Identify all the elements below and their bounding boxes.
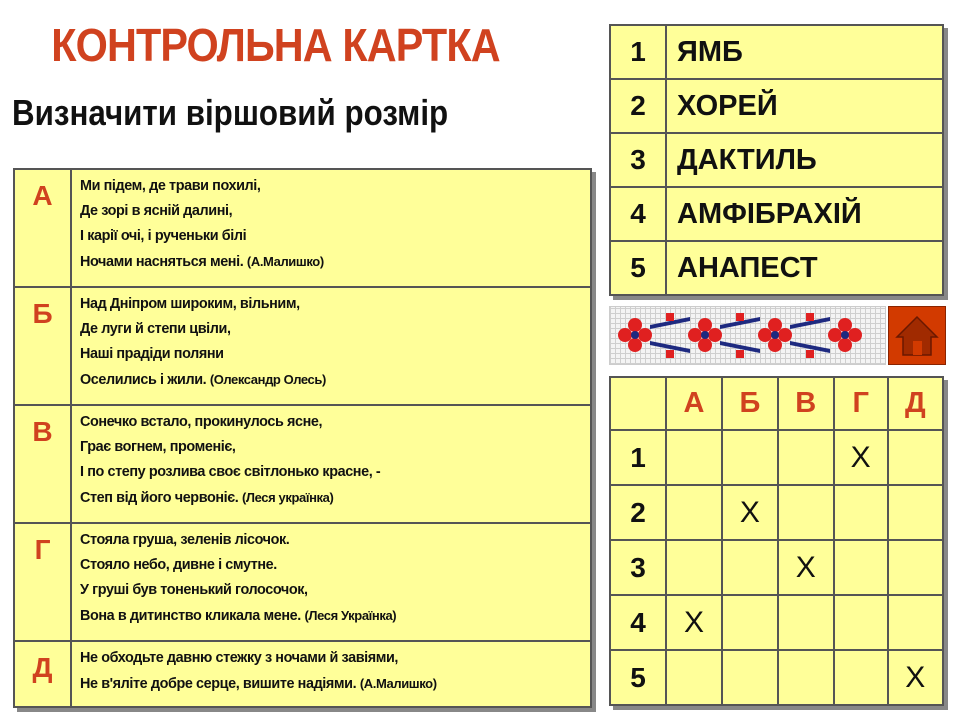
meter-name: АНАПЕСТ	[666, 241, 943, 295]
poem-author: (А.Малишко)	[246, 254, 324, 269]
grid-corner-cell	[610, 377, 666, 430]
grid-cell[interactable]	[722, 595, 778, 650]
grid-cell[interactable]: X	[666, 595, 722, 650]
poem-line: Сонечко встало, прокинулось ясне,	[80, 414, 323, 430]
meter-name: ЯМБ	[666, 25, 943, 79]
poem-text	[71, 405, 591, 523]
poem-letter: Д	[14, 641, 71, 707]
page-title: КОНТРОЛЬНА КАРТКА	[51, 19, 500, 71]
poem-line: Грає вогнем, променіє,	[80, 439, 236, 455]
grid-cell[interactable]	[666, 485, 722, 540]
poem-line: Над Дніпром широким, вільним,	[80, 296, 300, 312]
poem-row	[14, 169, 591, 287]
poem-author: (Олександр Олесь)	[209, 372, 326, 387]
poem-line-text: Степ від його червоніє.	[80, 490, 239, 506]
grid-row-number: 4	[610, 595, 666, 650]
grid-cell[interactable]	[834, 595, 888, 650]
grid-column-header: Д	[888, 377, 943, 430]
grid-cell[interactable]	[834, 540, 888, 595]
grid-cell[interactable]: X	[722, 485, 778, 540]
meter-name: АМФІБРАХІЙ	[666, 187, 943, 241]
poem-line-text: Оселились і жили.	[80, 372, 207, 388]
home-button[interactable]	[888, 306, 946, 365]
grid-row-number: 3	[610, 540, 666, 595]
poem-letter: В	[14, 405, 71, 523]
grid-row-number: 1	[610, 430, 666, 485]
poem-line: Наші прадіди поляни	[80, 346, 224, 362]
poem-line-text: Не в'яліте добре серце, вишите надіями.	[80, 676, 357, 692]
grid-cell[interactable]	[722, 650, 778, 705]
grid-cell[interactable]	[722, 540, 778, 595]
grid-cell[interactable]	[778, 650, 834, 705]
poem-row	[14, 523, 591, 641]
poem-text	[71, 641, 591, 707]
grid-cell[interactable]	[778, 595, 834, 650]
grid-row-number: 2	[610, 485, 666, 540]
answer-grid	[609, 376, 944, 706]
grid-column-header: В	[778, 377, 834, 430]
grid-cell[interactable]	[888, 485, 943, 540]
grid-cell[interactable]: X	[834, 430, 888, 485]
meter-row	[610, 187, 943, 241]
grid-column-header: Б	[722, 377, 778, 430]
meter-name: ДАКТИЛЬ	[666, 133, 943, 187]
poem-author: (А.Малишко)	[359, 676, 437, 691]
poem-author: (Леся українка)	[241, 490, 334, 505]
grid-cell[interactable]	[722, 430, 778, 485]
grid-row	[610, 430, 943, 485]
embroidery-ornament	[609, 306, 886, 365]
meter-number: 5	[610, 241, 666, 295]
poem-line: Де зорі в ясній далині,	[80, 203, 233, 219]
poem-row	[14, 287, 591, 405]
meter-name: ХОРЕЙ	[666, 79, 943, 133]
poem-line: І по степу розлива своє світлонько красне, -	[80, 464, 381, 480]
poem-line	[80, 367, 582, 392]
poem-letter: Б	[14, 287, 71, 405]
meter-row	[610, 79, 943, 133]
poem-line: Стояла груша, зеленів лісочок.	[80, 532, 290, 548]
ornament-icon	[610, 307, 885, 364]
poem-line	[80, 485, 582, 510]
grid-cell[interactable]	[666, 540, 722, 595]
page-subtitle: Визначити віршовий розмір	[12, 92, 449, 133]
poem-letter: А	[14, 169, 71, 287]
grid-row	[610, 485, 943, 540]
poem-row	[14, 641, 591, 707]
poems-table	[13, 168, 592, 708]
grid-cell[interactable]	[834, 485, 888, 540]
poem-line: Стояло небо, дивне і смутне.	[80, 557, 277, 573]
meter-number: 2	[610, 79, 666, 133]
poem-row	[14, 405, 591, 523]
poem-line-text: Ночами насняться мені.	[80, 254, 244, 270]
meter-number: 3	[610, 133, 666, 187]
grid-cell[interactable]	[666, 430, 722, 485]
meter-row	[610, 25, 943, 79]
grid-cell[interactable]: X	[778, 540, 834, 595]
poem-line: І карії очі, і рученьки білі	[80, 228, 247, 244]
grid-cell[interactable]: X	[888, 650, 943, 705]
grid-header-row	[610, 377, 943, 430]
meter-number: 4	[610, 187, 666, 241]
poem-line: Не обходьте давню стежку з ночами й завіями,	[80, 650, 399, 666]
meter-row	[610, 133, 943, 187]
grid-cell[interactable]	[834, 650, 888, 705]
grid-column-header: А	[666, 377, 722, 430]
poem-line	[80, 671, 582, 696]
poem-line: Де луги й степи цвіли,	[80, 321, 231, 337]
meter-row	[610, 241, 943, 295]
grid-row	[610, 595, 943, 650]
grid-cell[interactable]	[888, 430, 943, 485]
grid-cell[interactable]	[888, 595, 943, 650]
poem-text	[71, 169, 591, 287]
grid-column-header: Г	[834, 377, 888, 430]
poem-text	[71, 523, 591, 641]
poem-letter: Г	[14, 523, 71, 641]
poem-line: Ми підем, де трави похилі,	[80, 178, 261, 194]
poem-author: (Леся Українка)	[304, 608, 397, 623]
poem-line	[80, 249, 582, 274]
poem-line: У груші був тоненький голосочок,	[80, 582, 308, 598]
grid-row	[610, 650, 943, 705]
grid-cell[interactable]	[888, 540, 943, 595]
meter-number: 1	[610, 25, 666, 79]
grid-cell[interactable]	[666, 650, 722, 705]
meters-table	[609, 24, 944, 296]
home-icon	[889, 307, 945, 364]
poem-line	[80, 603, 582, 628]
grid-cell[interactable]	[778, 485, 834, 540]
poem-line-text: Вона в дитинство кликала мене.	[80, 608, 301, 624]
grid-cell[interactable]	[778, 430, 834, 485]
poem-text	[71, 287, 591, 405]
grid-row	[610, 540, 943, 595]
grid-row-number: 5	[610, 650, 666, 705]
